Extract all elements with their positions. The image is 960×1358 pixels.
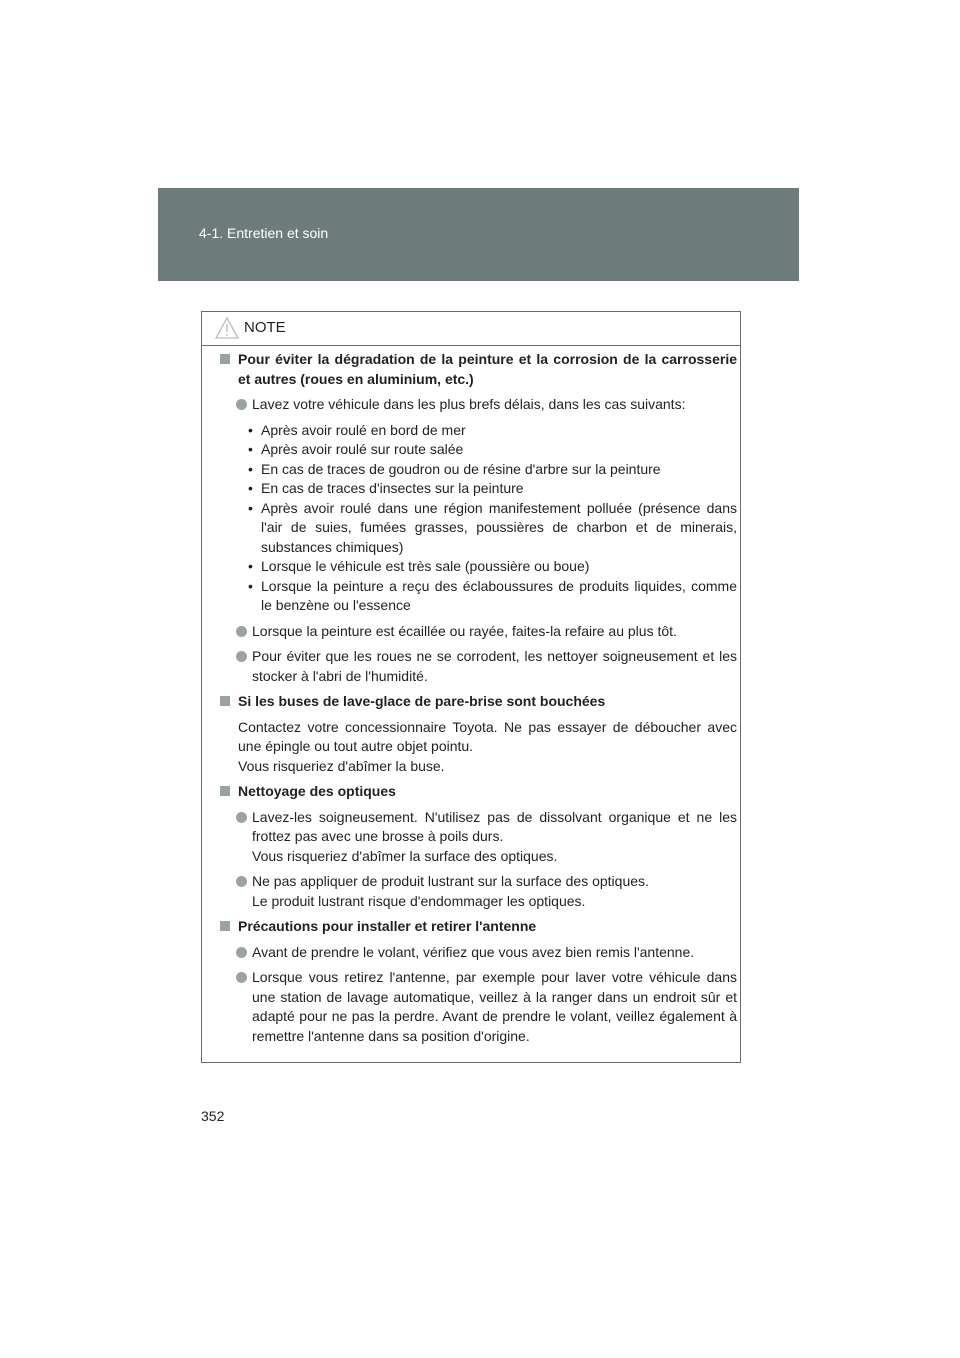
list-item: • Après avoir roulé sur route salée bbox=[248, 441, 464, 457]
bullet-wash-vehicle: Lavez votre véhicule dans les plus brefs délais, dans les cas suivants: bbox=[220, 395, 737, 415]
bullet-wash-lenses: Lavez-les soigneusement. N'utilisez pas de dissolvant organique et ne les frottez pas avec une brosse à poils durs. Vous risqueriez d'abîmer la surface des optiques. bbox=[220, 808, 737, 867]
round-bullet-icon bbox=[236, 399, 247, 410]
heading-paint-protection: Pour éviter la dégradation de la peinture et la corrosion de la carrosserie et autres (roues en aluminium, etc.) bbox=[220, 350, 737, 389]
note-label: NOTE bbox=[244, 319, 286, 336]
bullet-antenna-store: Lorsque vous retirez l'antenne, par exemple pour laver votre véhicule dans une station de lavage automatique, veillez à la ranger dans un endroit sûr et adapté pour ne pas la perdre. Avant de prendre le volant, veillez également à remettre l'antenne dans sa position d'origine. bbox=[220, 968, 737, 1046]
heading-lens-cleaning: Nettoyage des optiques bbox=[220, 782, 737, 802]
page-number: 352 bbox=[201, 1108, 225, 1124]
bullet-antenna-check: Avant de prendre le volant, vérifiez que vous avez bien remis l'antenne. bbox=[220, 943, 737, 963]
bullet-wheels: Pour éviter que les roues ne se corrodent, les nettoyer soigneusement et les stocker à l'abri de l'humidité. bbox=[220, 647, 737, 686]
round-bullet-icon bbox=[236, 947, 247, 958]
square-bullet-icon bbox=[220, 354, 230, 364]
list-item: • Après avoir roulé dans une région manifestement polluée (présence dans l'air de suies, fumées grasses, poussières de charbon et de minerais, substances chimiques) bbox=[248, 499, 737, 555]
square-bullet-icon bbox=[220, 786, 230, 796]
heading-antenna: Précautions pour installer et retirer l'antenne bbox=[220, 917, 737, 937]
paragraph-contact-dealer: Contactez votre concessionnaire Toyota. Ne pas essayer de déboucher avec une épingle ou tout autre objet pointu. bbox=[238, 718, 737, 754]
list-item: • En cas de traces d'insectes sur la peinture bbox=[248, 480, 524, 496]
round-bullet-icon bbox=[236, 812, 247, 823]
list-item: • Lorsque le véhicule est très sale (poussière ou boue) bbox=[248, 558, 590, 574]
list-item: • Après avoir roulé en bord de mer bbox=[248, 421, 466, 438]
note-box bbox=[201, 311, 741, 1063]
section-title: 4-1. Entretien et soin bbox=[199, 225, 329, 241]
round-bullet-icon bbox=[236, 651, 247, 662]
paragraph-nozzle-damage: Vous risqueriez d'abîmer la buse. bbox=[238, 757, 445, 774]
note-header bbox=[202, 312, 740, 346]
square-bullet-icon bbox=[220, 696, 230, 706]
round-bullet-icon bbox=[236, 972, 247, 983]
round-bullet-icon bbox=[236, 626, 247, 637]
square-bullet-icon bbox=[220, 921, 230, 931]
note-body bbox=[220, 350, 737, 1046]
list-item: • En cas de traces de goudron ou de résine d'arbre sur la peinture bbox=[248, 460, 661, 477]
list-item: • Lorsque la peinture a reçu des éclaboussures de produits liquides, comme le benzène ou l'essence bbox=[248, 577, 737, 613]
bullet-paint-chipped: Lorsque la peinture est écaillée ou rayée, faites-la refaire au plus tôt. bbox=[220, 622, 737, 642]
heading-washer-nozzles: Si les buses de lave-glace de pare-brise sont bouchées bbox=[220, 692, 737, 712]
warning-triangle-icon bbox=[214, 316, 240, 340]
bullet-no-polish: Ne pas appliquer de produit lustrant sur la surface des optiques. Le produit lustrant risque d'endommager les optiques. bbox=[220, 872, 737, 911]
round-bullet-icon bbox=[236, 876, 247, 887]
